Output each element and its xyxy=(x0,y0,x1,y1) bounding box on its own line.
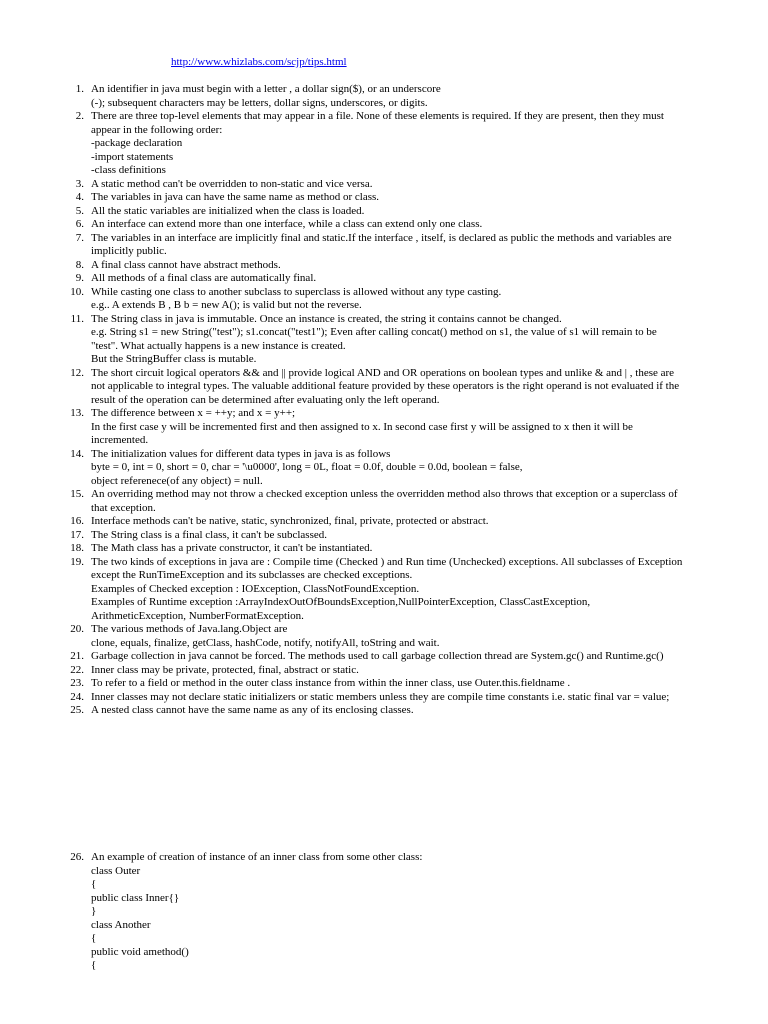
list-item-text xyxy=(91,259,722,273)
text-line: While casting one class to another subclass to superclass is allowed without any type casting. xyxy=(91,285,502,298)
text-line: An example of creation of instance of an inner class from some other class: xyxy=(91,851,423,863)
list-item-number: 6. xyxy=(75,218,84,230)
list-item xyxy=(62,488,722,515)
text-line: byte = 0, int = 0, short = 0, char = '\u0000', long = 0L, float = 0.0f, double = 0.0d, boolean = false, xyxy=(91,461,523,473)
tips-list xyxy=(62,83,722,718)
list-item xyxy=(62,407,722,448)
tips-list-continued xyxy=(62,851,722,973)
text-line: Inner classes may not declare static initializers or static members unless they are compile time constants i.e. static final var = value; xyxy=(91,690,670,703)
list-item xyxy=(62,313,722,367)
text-line: clone, equals, finalize, getClass, hashCode, notify, notifyAll, toString and wait. xyxy=(91,636,440,649)
list-item xyxy=(62,664,722,678)
list-item-number: 20. xyxy=(70,623,84,635)
text-line: The variables in an interface are implicitly final and static.If the interface , itself, is declared as public the methods and variables are xyxy=(91,231,672,244)
list-item-number: 18. xyxy=(70,542,84,554)
list-item-number: 22. xyxy=(70,663,84,676)
list-item-text xyxy=(91,650,722,664)
list-item xyxy=(62,529,722,543)
text-line: "test". What actually happens is a new instance is created. xyxy=(91,339,346,352)
list-item xyxy=(62,851,722,973)
list-item-text xyxy=(91,286,722,313)
text-line: An interface can extend more than one interface, while a class can extend only one class. xyxy=(91,218,483,230)
text-line: incremented. xyxy=(91,434,149,446)
text-line: The variables in java can have the same name as method or class. xyxy=(91,191,380,203)
list-item-text xyxy=(91,691,722,705)
list-item-number: 19. xyxy=(70,555,84,568)
text-line: { xyxy=(91,878,97,890)
list-item xyxy=(62,110,722,178)
list-item xyxy=(62,542,722,556)
list-item-number: 13. xyxy=(70,407,84,419)
list-item-text xyxy=(91,178,722,192)
list-item-text xyxy=(91,313,722,367)
text-line: The various methods of Java.lang.Object are xyxy=(91,623,288,635)
list-item-number: 17. xyxy=(70,528,84,541)
text-line: -import statements xyxy=(91,150,174,163)
list-item-text xyxy=(91,556,722,624)
list-item-text xyxy=(91,110,722,178)
text-line: Interface methods can't be native, static, synchronized, final, private, protected or abstract. xyxy=(91,515,489,527)
text-line: e.g. String s1 = new String("test"); s1.concat("test1"); Even after calling concat() method on s1, the value of s1 will remain to be xyxy=(91,326,657,338)
list-item xyxy=(62,677,722,691)
text-line: -class definitions xyxy=(91,164,166,176)
text-line: The two kinds of exceptions in java are : Compile time (Checked ) and Run time (Unchecked) exceptions. All subclasses of Exception xyxy=(91,555,683,568)
list-item-text xyxy=(91,272,722,286)
list-item-text xyxy=(91,529,722,543)
list-item xyxy=(62,272,722,286)
text-line: appear in the following order: xyxy=(91,123,223,136)
text-line: A static method can't be overridden to non-static and vice versa. xyxy=(91,177,373,190)
text-line: All the static variables are initialized when the class is loaded. xyxy=(91,204,365,217)
list-item-text xyxy=(91,232,722,259)
list-item xyxy=(62,704,722,718)
tips-url-link[interactable]: http://www.whizlabs.com/scjp/tips.html xyxy=(171,56,347,68)
list-item-text xyxy=(91,407,722,448)
list-item-text xyxy=(91,83,722,110)
list-item-text xyxy=(91,488,722,515)
text-line: In the first case y will be incremented first and then assigned to x. In second case first y will be assigned to x then it will be xyxy=(91,420,633,433)
text-line: A final class cannot have abstract methods. xyxy=(91,258,281,271)
list-item-number: 9. xyxy=(75,272,84,284)
text-line: not applicable to integral types. The valuable additional feature provided by these operators is the right operand is not evaluated if the xyxy=(91,380,680,392)
text-line: } xyxy=(91,905,97,917)
list-item-number: 2. xyxy=(75,110,84,122)
text-line: public void amethod() xyxy=(91,945,189,958)
list-item-number: 14. xyxy=(70,447,84,460)
list-item xyxy=(62,191,722,205)
list-item-text xyxy=(91,704,722,718)
list-item-text xyxy=(91,218,722,232)
list-item xyxy=(62,178,722,192)
list-item-text xyxy=(91,542,722,556)
text-line: except the RunTimeException and its subclasses are checked exceptions. xyxy=(91,569,413,581)
list-item-number: 11. xyxy=(70,312,84,325)
text-line: Inner class may be private, protected, final, abstract or static. xyxy=(91,663,359,676)
list-item-text xyxy=(91,677,722,691)
list-item-text xyxy=(91,191,722,205)
list-item-number: 3. xyxy=(75,177,84,190)
list-item xyxy=(62,205,722,219)
text-line: Garbage collection in java cannot be forced. The methods used to call garbage collection thread are System.gc() and Runtime.gc() xyxy=(91,650,664,662)
list-item-number: 24. xyxy=(70,690,84,703)
text-line: Examples of Checked exception : IOException, ClassNotFoundException. xyxy=(91,582,420,595)
list-item-number: 26. xyxy=(70,851,84,863)
text-line: The short circuit logical operators && and || provide logical AND and OR operations on boolean types and unlike & and | , these are xyxy=(91,366,675,379)
list-item xyxy=(62,83,722,110)
list-item-text xyxy=(91,515,722,529)
text-line: { xyxy=(91,932,97,944)
text-line: result of the operation can be determined after evaluating only the left operand. xyxy=(91,393,440,406)
list-item xyxy=(62,218,722,232)
text-line: The String class in java is immutable. Once an instance is created, the string it contains cannot be changed. xyxy=(91,312,562,325)
list-item-text xyxy=(91,623,722,650)
text-line: ArithmeticException, NumberFormatException. xyxy=(91,609,304,622)
list-item-number: 16. xyxy=(70,515,84,527)
list-item xyxy=(62,448,722,489)
list-item-text xyxy=(91,664,722,678)
text-line: There are three top-level elements that may appear in a file. None of these elements is required. If they are present, then they must xyxy=(91,110,664,122)
list-item-text xyxy=(91,851,722,973)
text-line: that exception. xyxy=(91,501,156,514)
list-item-number: 1. xyxy=(75,83,84,95)
text-line: { xyxy=(91,959,97,971)
text-line: class Outer xyxy=(91,864,141,877)
list-item-number: 12. xyxy=(70,366,84,379)
list-item xyxy=(62,515,722,529)
list-item-number: 21. xyxy=(70,650,84,662)
list-item xyxy=(62,650,722,664)
text-line: The String class is a final class, it can't be subclassed. xyxy=(91,528,327,541)
list-item-number: 10. xyxy=(70,285,84,298)
text-line: The initialization values for different data types in java is as follows xyxy=(91,447,391,460)
text-line: An identifier in java must begin with a letter , a dollar sign($), or an underscore xyxy=(91,83,441,95)
list-item-number: 25. xyxy=(70,704,84,716)
text-line: class Another xyxy=(91,918,151,931)
list-item-text xyxy=(91,448,722,489)
list-item xyxy=(62,691,722,705)
list-item xyxy=(62,367,722,408)
text-line: public class Inner{} xyxy=(91,891,180,904)
text-line: The Math class has a private constructor, it can't be instantiated. xyxy=(91,542,373,554)
list-item-number: 7. xyxy=(75,231,84,244)
text-line: (-); subsequent characters may be letters, dollar signs, underscores, or digits. xyxy=(91,96,428,109)
text-line: e.g.. A extends B , B b = new A(); is valid but not the reverse. xyxy=(91,299,362,311)
list-item-number: 5. xyxy=(75,204,84,217)
list-item xyxy=(62,623,722,650)
text-line: The difference between x = ++y; and x = y++; xyxy=(91,407,296,419)
list-item-text xyxy=(91,205,722,219)
list-item-number: 23. xyxy=(70,677,84,689)
list-item xyxy=(62,232,722,259)
text-line: But the StringBuffer class is mutable. xyxy=(91,353,257,365)
text-line: A nested class cannot have the same name as any of its enclosing classes. xyxy=(91,704,414,716)
text-line: implicitly public. xyxy=(91,245,167,257)
list-item-text xyxy=(91,367,722,408)
list-item xyxy=(62,259,722,273)
text-line: object referenece(of any object) = null. xyxy=(91,474,263,487)
list-item-number: 15. xyxy=(70,488,84,500)
list-item xyxy=(62,556,722,624)
list-item-number: 8. xyxy=(75,258,84,271)
text-line: An overriding method may not throw a checked exception unless the overridden method also throws that exception or a superclass of xyxy=(91,488,678,500)
text-line: -package declaration xyxy=(91,137,183,149)
list-item-number: 4. xyxy=(75,191,84,203)
text-line: All methods of a final class are automatically final. xyxy=(91,272,317,284)
text-line: Examples of Runtime exception :ArrayIndexOutOfBoundsException,NullPointerException, ClassCastException, xyxy=(91,596,591,608)
list-item xyxy=(62,286,722,313)
text-line: To refer to a field or method in the outer class instance from within the inner class, use Outer.this.fieldname . xyxy=(91,677,571,689)
